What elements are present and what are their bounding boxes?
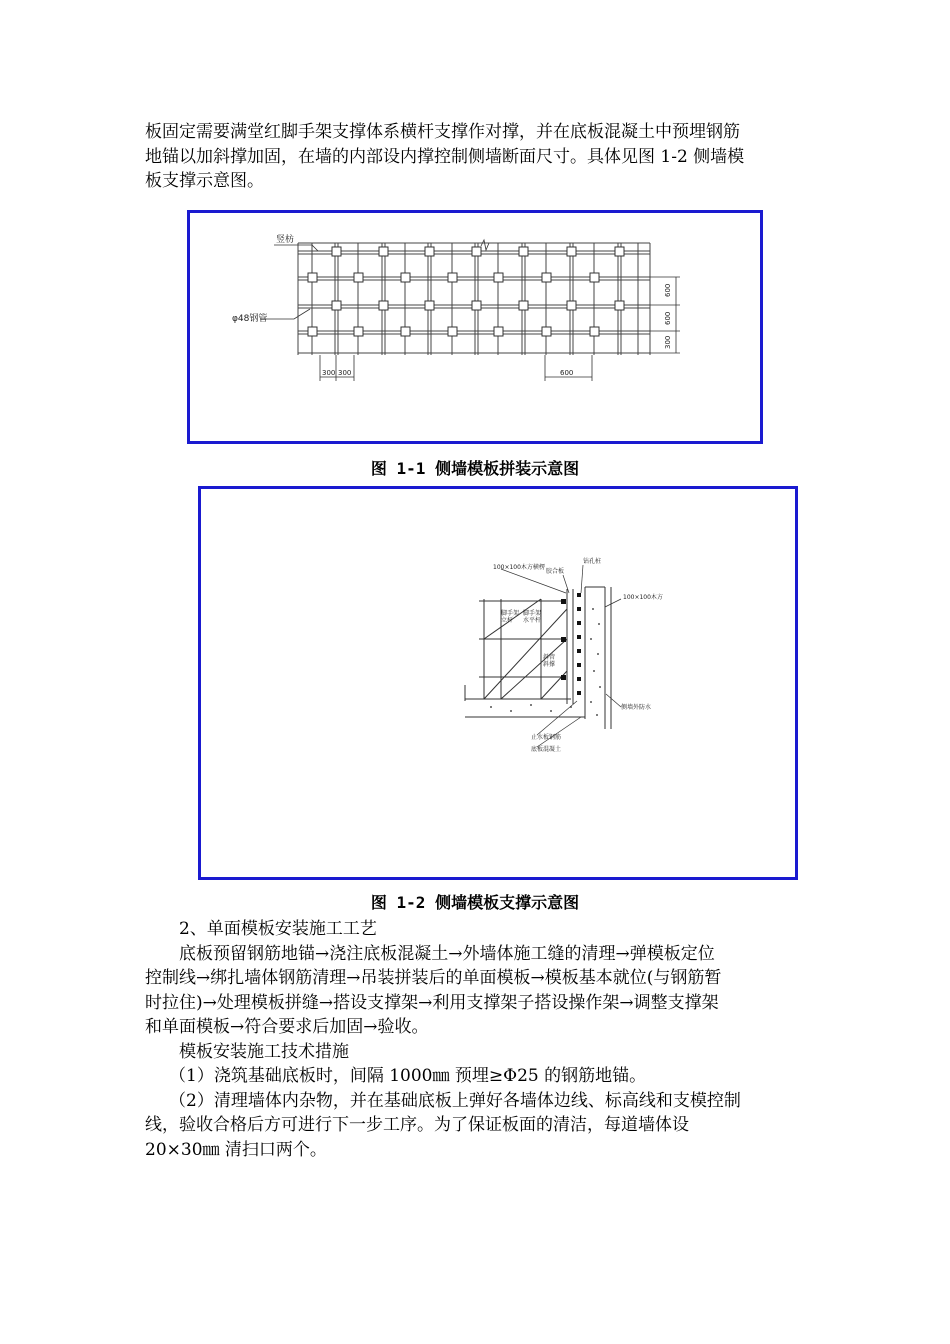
figure-1-frame	[187, 210, 763, 444]
fig1-dim-600-r2: 600	[664, 311, 672, 325]
measure-item-2-line-3: 20×30㎜ 清扫口两个。	[145, 1139, 327, 1160]
section-2	[145, 917, 810, 1162]
figure-2-caption: 图 1-2 侧墙模板支撑示意图	[370, 893, 580, 912]
fig1-dim-300-r3: 300	[664, 335, 672, 349]
process-line-1: 底板预留钢筋地锚→浇注底板混凝土→外墙体施工缝的清理→弹模板定位	[179, 943, 715, 964]
intro-line-1: 板固定需要满堂红脚手架支撑体系横杆支撑作对撑，并在底板混凝土中预埋钢筋	[145, 122, 740, 142]
fig1-dim-300-b: 300	[338, 369, 352, 377]
process-line-2: 控制线→绑扎墙体钢筋清理→吊装拼装后的单面模板→模板基本就位(与钢筋暂	[145, 968, 722, 988]
fig1-dim-600-bottom: 600	[560, 369, 574, 377]
fig1-label-vertical-batten: 竖枋	[276, 235, 295, 245]
fig1-label-steel-pipe: φ48钢管	[232, 314, 268, 324]
section-2-heading: 2、单面模板安装施工工艺	[179, 919, 377, 939]
intro-line-3: 板支撑示意图。	[145, 171, 264, 191]
fig2-label-split-bolt: 钻孔桩	[583, 558, 602, 565]
process-line-3: 时拉住)→处理模板拼缝→搭设支撑架→利用支撑架子搭设操作架→调整支撑架	[145, 992, 719, 1013]
figure-2-frame	[198, 486, 798, 880]
intro-line-2: 地锚以加斜撑加固，在墙的内部设内撑控制侧墙断面尺寸。具体见图 1-2 侧墙模	[145, 146, 745, 167]
figure-1-drawing	[190, 213, 760, 441]
fig2-label-scaffold-horizontal: 脚手架水平杆	[523, 610, 542, 625]
intro-paragraph	[145, 120, 810, 194]
fig2-label-anchor: 止水板钢筋	[531, 734, 562, 741]
fig2-label-timber-beam: 100×100木方横楞	[493, 564, 545, 571]
figure-1-caption: 图 1-1 侧墙模板拼装示意图	[370, 459, 580, 478]
fig2-label-base-concrete: 底板混凝土	[531, 746, 562, 753]
fig1-dim-600-r1: 600	[664, 283, 672, 297]
measure-item-2-line-2: 线，验收合格后方可进行下一步工序。为了保证板面的清洁，每道墙体设	[145, 1115, 689, 1135]
fig2-label-plywood: 胶合板	[546, 568, 565, 575]
fig2-label-scaffold-upright: 脚手架立杆	[501, 610, 520, 625]
measures-heading: 模板安装施工技术措施	[179, 1041, 349, 1062]
measure-item-2-line-1: （2）清理墙体内杂物，并在基础底板上弹好各墙体边线、标高线和支模控制	[169, 1090, 741, 1111]
fig2-label-timber-100: 100×100木方	[623, 594, 663, 601]
fig1-dim-300-a: 300	[322, 369, 336, 377]
measure-item-1: （1）浇筑基础底板时，间隔 1000㎜ 预埋≥Φ25 的钢筋地锚。	[169, 1066, 647, 1086]
fig2-label-waterproof: 侧墙外防水	[621, 704, 652, 711]
fig2-label-brace: 斜管斜撑	[543, 654, 556, 669]
process-line-4: 和单面模板→符合要求后加固→验收。	[145, 1017, 429, 1037]
figure-2-drawing	[201, 489, 795, 877]
